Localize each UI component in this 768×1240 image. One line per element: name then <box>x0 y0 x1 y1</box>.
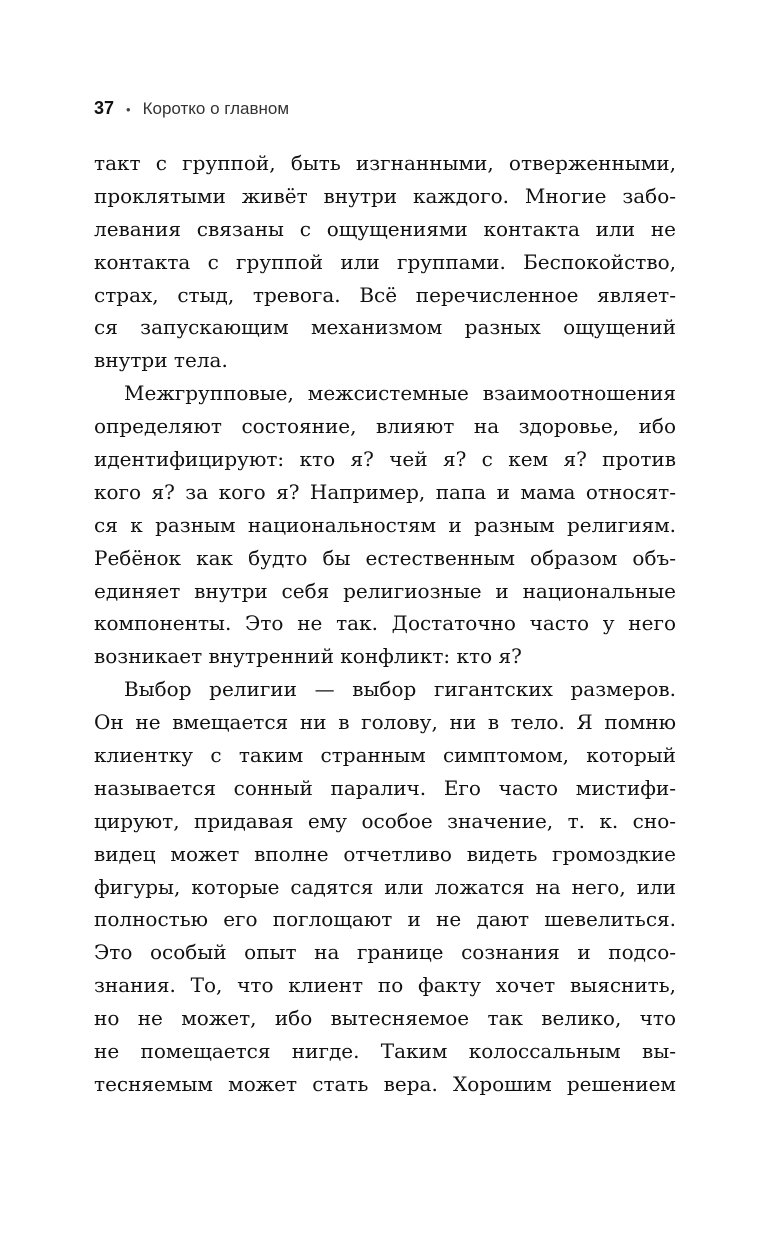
text-line: тесняемым может стать вера. Хорошим решением <box>94 1071 676 1096</box>
text-line: Выбор религии — выбор гигантских размеров. <box>124 677 676 702</box>
text-line: единяет внутри себя религиозные и национальные <box>94 578 676 603</box>
text-line: внутри тела. <box>94 348 228 373</box>
running-header <box>94 98 289 119</box>
text-line: проклятыми живёт внутри каждого. Многие забо- <box>94 183 676 208</box>
text-line: контакта с группой или группами. Беспокойство, <box>94 249 676 274</box>
text-line: не помещается нигде. Таким колоссальным вы- <box>94 1039 676 1064</box>
text-line: Он не вмещается ни в голову, ни в тело. Я помню <box>94 710 676 735</box>
text-line: видец может вполне отчетливо видеть громоздкие <box>94 841 676 866</box>
page-number: 37 <box>94 98 115 118</box>
running-title: Коротко о главном <box>142 99 290 118</box>
text-line: левания связаны с ощущениями контакта или не <box>94 216 676 241</box>
text-line: ся к разным национальностям и разным религиям. <box>94 512 676 537</box>
text-line: полностью его поглощают и не дают шевелиться. <box>94 907 676 932</box>
text-line: компоненты. Это не так. Достаточно часто у него <box>94 611 676 636</box>
text-line: возникает внутренний конфликт: кто я? <box>94 644 522 669</box>
text-line: определяют состояние, влияют на здоровье, ибо <box>94 414 676 439</box>
text-line: называется сонный паралич. Его часто мистифи- <box>94 775 676 800</box>
text-line: Это особый опыт на границе сознания и подсо- <box>94 940 676 965</box>
text-line: Ребёнок как будто бы естественным образом объ- <box>94 545 676 570</box>
text-line: фигуры, которые садятся или ложатся на него, или <box>94 874 676 899</box>
text-line: кого я? за кого я? Например, папа и мама относят- <box>94 479 676 504</box>
text-line: идентифицируют: кто я? чей я? с кем я? против <box>94 447 676 472</box>
text-line: но не может, ибо вытесняемое так велико, что <box>94 1006 676 1031</box>
text-line: клиентку с таким странным симптомом, который <box>94 743 676 768</box>
text-line: знания. То, что клиент по факту хочет выяснить, <box>94 973 676 998</box>
text-line: Межгрупповые, межсистемные взаимоотношения <box>124 381 676 406</box>
text-line: страх, стыд, тревога. Всё перечисленное являет- <box>94 282 676 307</box>
text-line: такт с группой, быть изгнанными, отверженными, <box>94 151 676 175</box>
text-line: цируют, придавая ему особое значение, т. к. сно- <box>94 808 676 833</box>
body-text <box>94 147 676 1101</box>
separator-bullet: • <box>126 102 131 117</box>
text-line: ся запускающим механизмом разных ощущений <box>94 315 676 340</box>
